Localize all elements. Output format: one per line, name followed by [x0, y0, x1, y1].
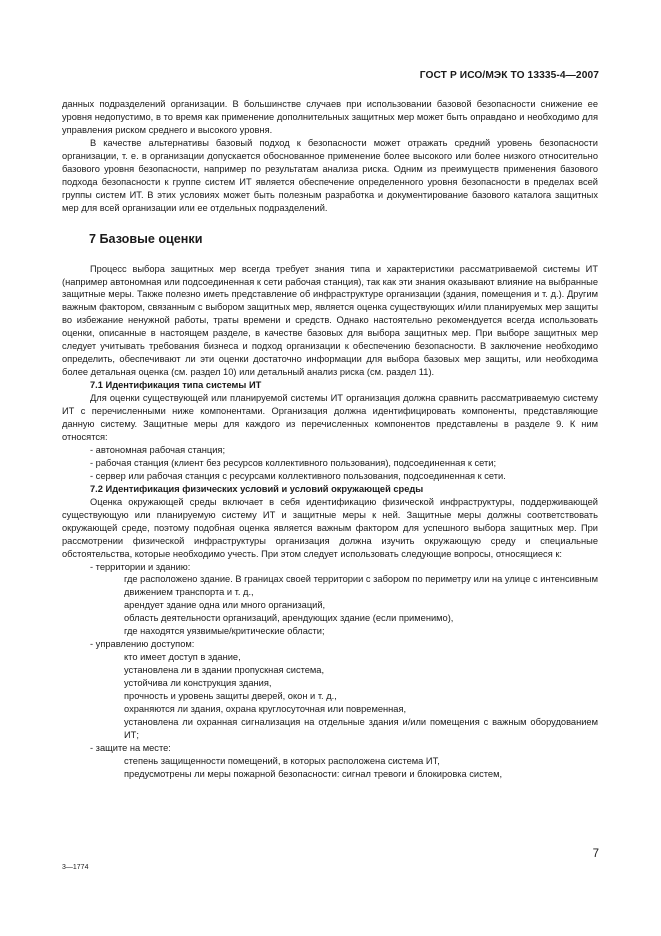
list-item: кто имеет доступ в здание, [124, 652, 241, 663]
list-item: область деятельности организаций, арендующих здание (если применимо), [124, 613, 454, 624]
list-item: устойчива ли конструкция здания, [124, 678, 272, 689]
list-item: где находятся уязвимые/критические области; [124, 626, 325, 637]
list-item: предусмотрены ли меры пожарной безопасности: сигнал тревоги и блокировка систем, [124, 768, 503, 779]
list-group-label: - управлению доступом: [90, 639, 195, 650]
subsection-heading: 7.2 Идентификация физических условий и условий окружающей среды [90, 483, 424, 494]
list-item: арендует здание одна или много организаций, [124, 600, 326, 611]
list-item: установлена ли охранная сигнализация на отдельные здания и/или помещения с важным оборудованием ИТ; [124, 716, 598, 740]
list-item: где расположено здание. В границах своей территории с забором по периметру или на улице с интенсивным движением транспорта и т. д., [124, 574, 598, 598]
list-item: прочность и уровень защиты дверей, окон и т. д., [124, 691, 337, 702]
list-item: установлена ли в здании пропускная система, [124, 665, 325, 676]
paragraph: Оценка окружающей среды включает в себя идентификацию физической инфраструктуры, поддерживающей существующую или планируемую систему ИТ и защитные меры к ней. Защитные меры должны соответствовать окружающей среде, поэтому подобная оценка является важным фактором для успешного выбора защитных мер. При рассмотрении физической инфраструктуры организация должна изучить окружающую среду и специальные обстоятельства, которые необходимо учесть. При этом следует использовать следующие вопросы, относящиеся к: [62, 496, 598, 559]
subsection-heading: 7.1 Идентификация типа системы ИТ [90, 380, 262, 391]
paragraph: Процесс выбора защитных мер всегда требует знания типа и характеристики рассматриваемой системы ИТ (например автономная или подсоединенная к сети рабочая станция), так как эти знания оказывают влияние на выбранные защитные меры. Также полезно иметь представление об инфраструктуре организации (здания, помещения и т. д.). Другим важным фактором, связанным с выбором защитных мер, является оценка существующих и/или планируемых мер защиты во избежание ненужной работы, траты времени и средств. Однако настоятельно рекомендуется всегда использовать оценки, описанные в настоящем разделе, в качестве базовых для выбора защитных мер. При выборе защитных мер следует учитывать требования бизнеса и подход организации к обеспечению безопасности. В заключение необходимо определить, обеспечивают ли эти оценки достаточно информации для выбора базовых мер защиты, или необходима более детальная оценка (см. раздел 10) или детальный анализ риска (см. раздел 11). [62, 263, 598, 378]
paragraph: данных подразделений организации. В большинстве случаев при использовании базовой безопасности снижение ее уровня недопустимо, в то время как применение дополнительных защитных мер может быть оправдано и необходимо для управления риском среднего и высокого уровня. [62, 99, 598, 135]
list-item: - сервер или рабочая станция с ресурсами коллективного пользования, подсоединенная к сети. [90, 470, 506, 481]
paragraph: Для оценки существующей или планируемой системы ИТ организация должна сравнить рассматриваемую систему ИТ с перечисленными ниже компонентами. Организация должна идентифицировать компоненты, представляющие данную систему. Защитные меры для каждого из перечисленных компонентов представлены в разделе 9. К ним относятся: [62, 393, 598, 442]
document-header: ГОСТ Р ИСО/МЭК ТО 13335-4—2007 [419, 70, 599, 81]
print-code: 3—1774 [62, 864, 89, 871]
list-group-label: - территории и зданию: [90, 561, 191, 572]
list-item: степень защищенности помещений, в которых расположена система ИТ, [124, 755, 440, 766]
document-body [62, 98, 598, 781]
paragraph: В качестве альтернативы базовый подход к безопасности может отражать средний уровень безопасности организации, т. е. в организации допускается обоснованное применение более высокого или более низкого относительно базового уровня безопасности, например по результатам анализа риска. Одним из преимуществ применения базового подхода безопасности к группе систем ИТ является обеспечение определенного уровня безопасности в пределах всей группы систем ИТ. В этих условиях может быть полезным разработка и документирование базового каталога защитных мер для всей организации или ее отдельных подразделений. [62, 137, 598, 213]
list-group-label: - защите на месте: [90, 742, 171, 753]
list-item: - автономная рабочая станция; [90, 444, 226, 455]
list-item: охраняются ли здания, охрана круглосуточная или повременная, [124, 703, 407, 714]
list-item: - рабочая станция (клиент без ресурсов коллективного пользования), подсоединенная к сети; [90, 457, 497, 468]
page-number: 7 [592, 848, 599, 860]
section-heading: 7 Базовые оценки [89, 231, 203, 246]
